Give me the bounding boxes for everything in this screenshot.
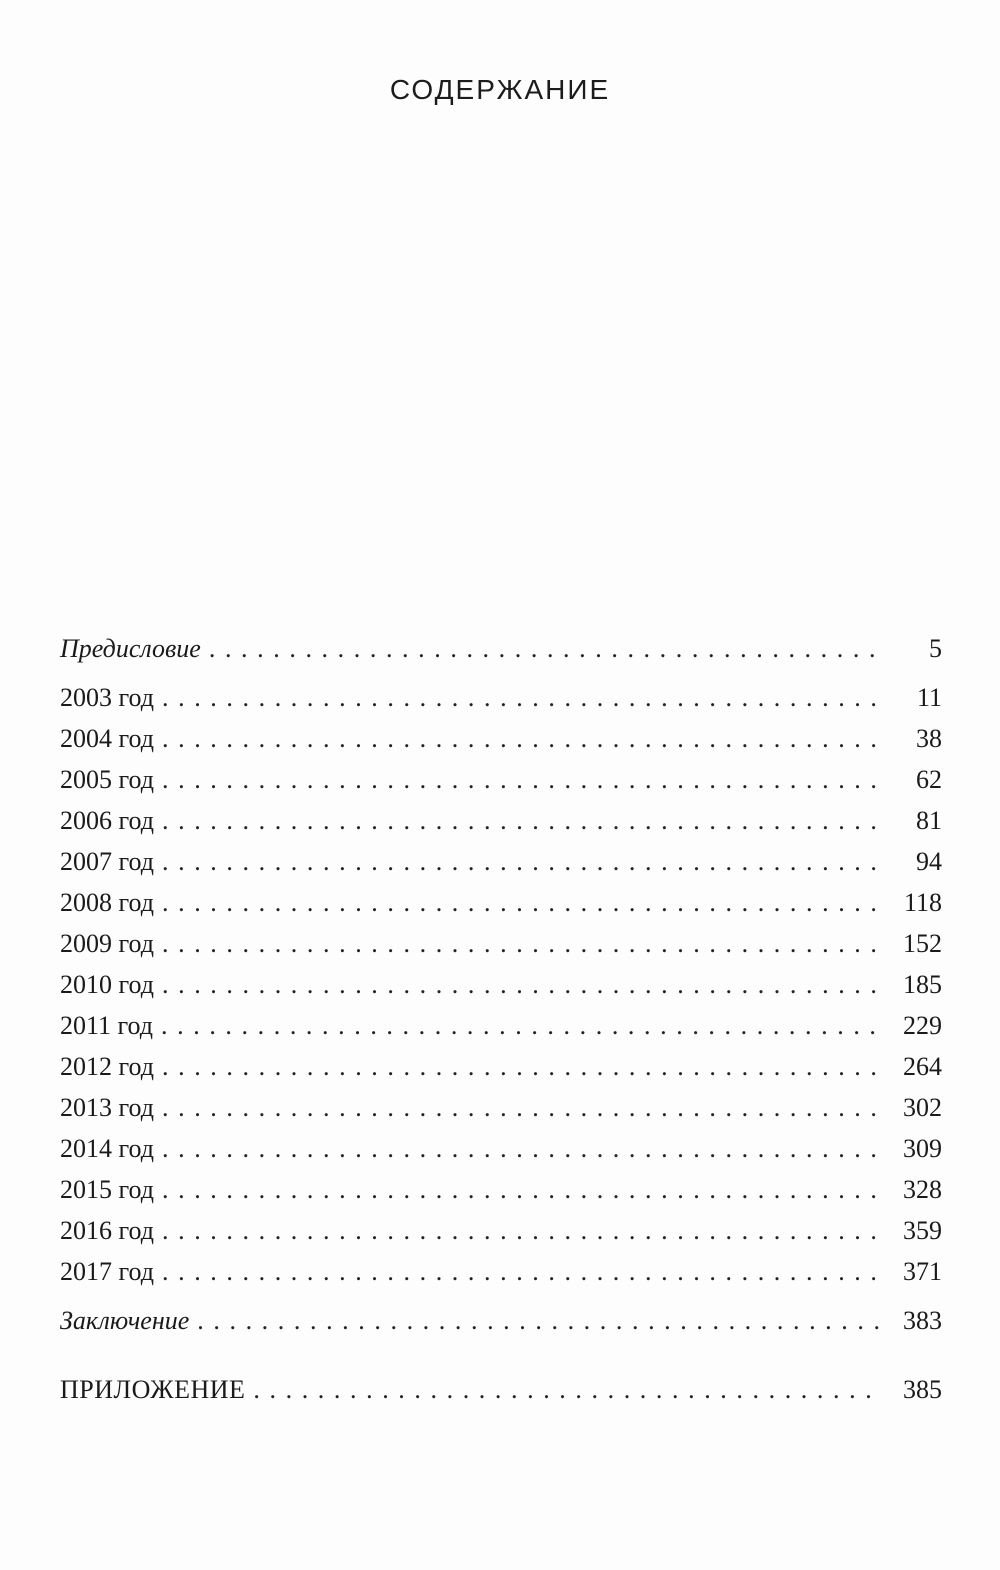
dot-leader — [162, 677, 882, 718]
dot-leader — [162, 964, 882, 1005]
dot-leader — [162, 759, 882, 800]
dot-leader — [162, 923, 882, 964]
toc-entry-page: 94 — [916, 847, 942, 876]
toc-entry-title: 2016 год — [60, 1216, 154, 1245]
dot-leader — [197, 1300, 882, 1341]
toc-entry-title: 2010 год — [60, 970, 154, 999]
toc-entry-page: 371 — [903, 1257, 942, 1286]
toc-entry-appendix[interactable] — [60, 1369, 942, 1410]
toc-entry-page: 229 — [903, 1011, 942, 1040]
dot-leader — [162, 1251, 882, 1292]
toc-entry-2017[interactable] — [60, 1251, 942, 1292]
toc-entry-title: 2008 год — [60, 888, 154, 917]
dot-leader — [162, 1087, 882, 1128]
toc-entry-2010[interactable] — [60, 964, 942, 1005]
toc-entry-page: 5 — [929, 634, 942, 663]
toc-entry-page: 118 — [903, 888, 942, 917]
toc-entry-2015[interactable] — [60, 1169, 942, 1210]
toc-entry-title: ПРИЛОЖЕНИЕ — [60, 1375, 246, 1404]
dot-leader — [209, 628, 882, 669]
toc-entry-title: 2004 год — [60, 724, 154, 753]
toc-entry-title: 2011 год — [60, 1011, 154, 1040]
toc-entry-page: 81 — [916, 806, 942, 835]
toc-entry-title: Предисловие — [60, 634, 201, 663]
toc-entry-2012[interactable] — [60, 1046, 942, 1087]
dot-leader — [162, 841, 882, 882]
toc-entry-title: 2014 год — [60, 1134, 154, 1163]
table-of-contents — [60, 628, 942, 1410]
toc-entry-2008[interactable] — [60, 882, 942, 923]
toc-entry-2011[interactable] — [60, 1005, 942, 1046]
dot-leader — [162, 1210, 882, 1251]
toc-entry-2006[interactable] — [60, 800, 942, 841]
toc-entry-page: 359 — [903, 1216, 942, 1245]
toc-entry-title: 2015 год — [60, 1175, 154, 1204]
toc-entry-page: 302 — [903, 1093, 942, 1122]
toc-entry-page: 62 — [916, 765, 942, 794]
toc-entry-conclusion[interactable] — [60, 1300, 942, 1341]
dot-leader — [253, 1369, 882, 1410]
toc-entry-title: 2017 год — [60, 1257, 154, 1286]
toc-entry-page: 185 — [903, 970, 942, 999]
toc-entry-title: 2003 год — [60, 683, 154, 712]
toc-entry-title: 2013 год — [60, 1093, 154, 1122]
toc-entry-2016[interactable] — [60, 1210, 942, 1251]
toc-entry-2009[interactable] — [60, 923, 942, 964]
toc-entry-title: 2005 год — [60, 765, 154, 794]
dot-leader — [162, 1046, 882, 1087]
dot-leader — [161, 1005, 882, 1046]
toc-entry-title: 2007 год — [60, 847, 154, 876]
toc-entry-title: 2012 год — [60, 1052, 154, 1081]
toc-entry-2014[interactable] — [60, 1128, 942, 1169]
toc-entry-2003[interactable] — [60, 677, 942, 718]
toc-entry-2004[interactable] — [60, 718, 942, 759]
toc-entry-title: 2006 год — [60, 806, 154, 835]
dot-leader — [162, 718, 882, 759]
toc-entry-2013[interactable] — [60, 1087, 942, 1128]
toc-entry-title: 2009 год — [60, 929, 154, 958]
dot-leader — [162, 1169, 882, 1210]
dot-leader — [162, 800, 882, 841]
toc-entry-preface[interactable] — [60, 628, 942, 669]
toc-entry-page: 328 — [903, 1175, 942, 1204]
toc-entry-page: 264 — [903, 1052, 942, 1081]
toc-entry-page: 152 — [903, 929, 942, 958]
toc-entry-page: 383 — [903, 1306, 942, 1335]
toc-entry-2007[interactable] — [60, 841, 942, 882]
dot-leader — [162, 882, 882, 923]
toc-entry-page: 385 — [903, 1375, 942, 1404]
toc-entry-page: 309 — [903, 1134, 942, 1163]
toc-entry-page: 38 — [916, 724, 942, 753]
toc-entry-title: Заключение — [60, 1306, 190, 1335]
toc-entry-page: 11 — [916, 683, 942, 712]
toc-entry-2005[interactable] — [60, 759, 942, 800]
page-title: СОДЕРЖАНИЕ — [389, 74, 611, 105]
dot-leader — [162, 1128, 882, 1169]
